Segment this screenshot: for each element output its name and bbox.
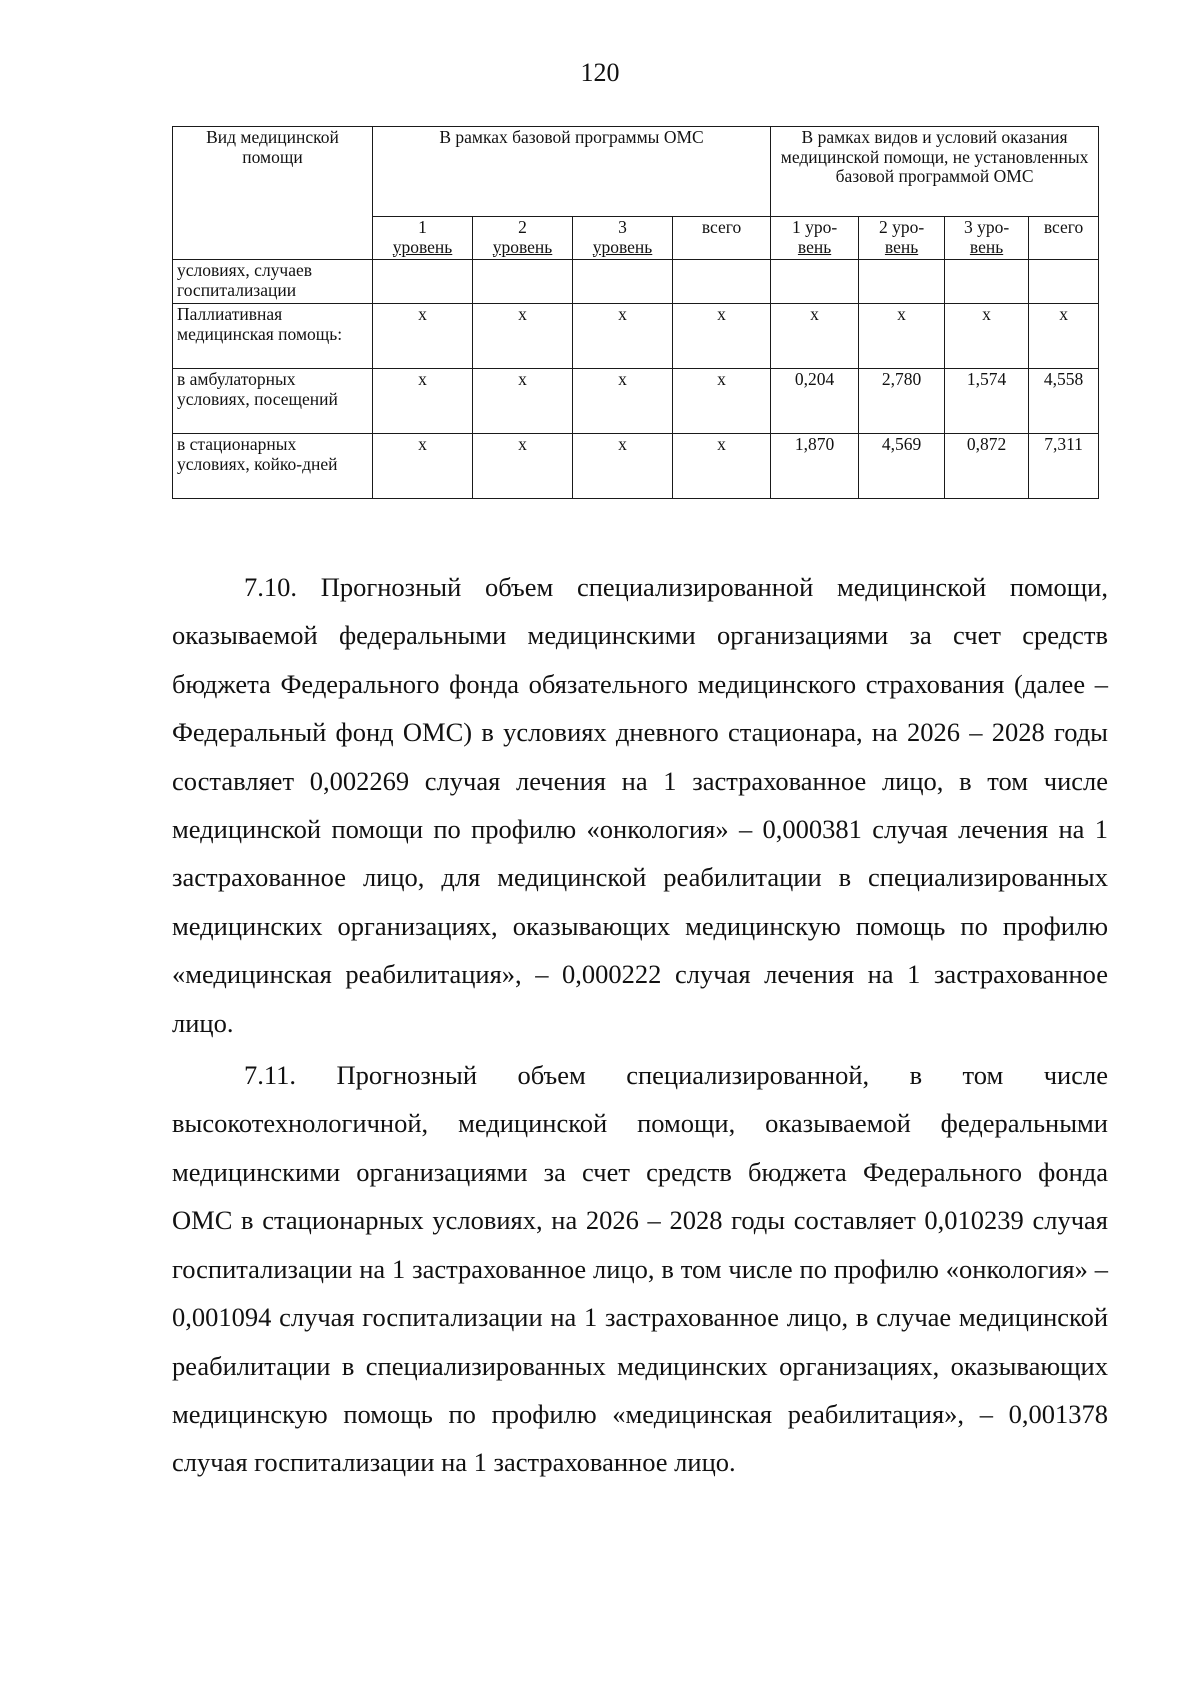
header-group-other: В рамках видов и условий оказания медицинской помощи, не установленных базовой программой ОМС [771, 127, 1099, 217]
data-table [172, 126, 1099, 499]
paragraph-7-10: 7.10. Прогнозный объем специализированной медицинской помощи, оказываемой федеральными медицинскими организациями за счет средств бюджета Федерального фонда обязательного медицинского страхования (далее – Федеральный фонд ОМС) в условиях дневного стационара, на 2026 – 2028 годы составляет 0,002269 случая лечения на 1 застрахованное лицо, в том числе медицинской помощи по профилю «онкология» – 0,000381 случая лечения на 1 застрахованное лицо, для медицинской реабилитации в специализированных медицинских организациях, оказывающих медицинскую помощь по профилю «медицинская реабилитация», – 0,000222 случая лечения на 1 застрахованное лицо. [172, 572, 1108, 1038]
subheader-other-total: всего [1029, 217, 1099, 260]
paragraph-7-11: 7.11. Прогнозный объем специализированной, в том числе высокотехнологичной, медицинской помощи, оказываемой федеральными медицинскими организациями за счет средств бюджета Федерального фонда ОМС в стационарных условиях, на 2026 – 2028 годы составляет 0,010239 случая госпитализации на 1 застрахованное лицо, в том числе по профилю «онкология» – 0,001094 случая госпитализации на 1 застрахованное лицо, в случае медицинской реабилитации в специализированных медицинских организациях, оказывающих медицинскую помощь по профилю «медицинская реабилитация», – 0,001378 случая госпитализации на 1 застрахованное лицо. [172, 1060, 1108, 1478]
table-cell: x [473, 369, 573, 434]
page-number: 120 [580, 58, 620, 87]
table-cell: x [573, 434, 673, 499]
table-cell [673, 260, 771, 304]
table-cell: x [373, 434, 473, 499]
table-row [173, 260, 1099, 304]
table-cell: x [673, 369, 771, 434]
table-cell: x [673, 434, 771, 499]
table-cell: 0,872 [945, 434, 1029, 499]
row-label: Паллиативная медицинская помощь: [173, 304, 373, 369]
table-cell: x [673, 304, 771, 369]
table-cell [859, 260, 945, 304]
table-cell: 1,870 [771, 434, 859, 499]
table-cell [573, 260, 673, 304]
table-cell [473, 260, 573, 304]
body-text [172, 563, 1108, 1491]
table-cell: x [373, 304, 473, 369]
table-row [173, 369, 1099, 434]
table-cell: x [473, 434, 573, 499]
table-cell: x [771, 304, 859, 369]
table-cell: 0,204 [771, 369, 859, 434]
subheader-base-total: всего [673, 217, 771, 260]
table-cell [771, 260, 859, 304]
subheader-base-3: 3 уровень [573, 217, 673, 260]
table-cell [373, 260, 473, 304]
table-cell: x [945, 304, 1029, 369]
table-cell [1029, 260, 1099, 304]
subheader-base-1: 1 уровень [373, 217, 473, 260]
table-row [173, 434, 1099, 499]
row-label: условиях, случаев госпитализации [173, 260, 373, 304]
table-cell: x [573, 369, 673, 434]
subheader-base-2: 2 уровень [473, 217, 573, 260]
table-row [173, 304, 1099, 369]
table-cell: 4,569 [859, 434, 945, 499]
subheader-other-3: 3 уро- вень [945, 217, 1029, 260]
table-cell: 4,558 [1029, 369, 1099, 434]
header-group-base: В рамках базовой программы ОМС [373, 127, 771, 217]
table-cell: 2,780 [859, 369, 945, 434]
table-cell: x [1029, 304, 1099, 369]
row-label: в амбулаторных условиях, посещений [173, 369, 373, 434]
table-cell: 1,574 [945, 369, 1029, 434]
subheader-other-2: 2 уро- вень [859, 217, 945, 260]
row-label: в стационарных условиях, койко-дней [173, 434, 373, 499]
table-cell: 7,311 [1029, 434, 1099, 499]
subheader-other-1: 1 уро- вень [771, 217, 859, 260]
table-cell: x [859, 304, 945, 369]
table-cell [945, 260, 1029, 304]
table-cell: x [373, 369, 473, 434]
table-header-row [173, 127, 1099, 217]
table-cell: x [473, 304, 573, 369]
header-type: Вид медицинской помощи [173, 127, 373, 260]
table-cell: x [573, 304, 673, 369]
